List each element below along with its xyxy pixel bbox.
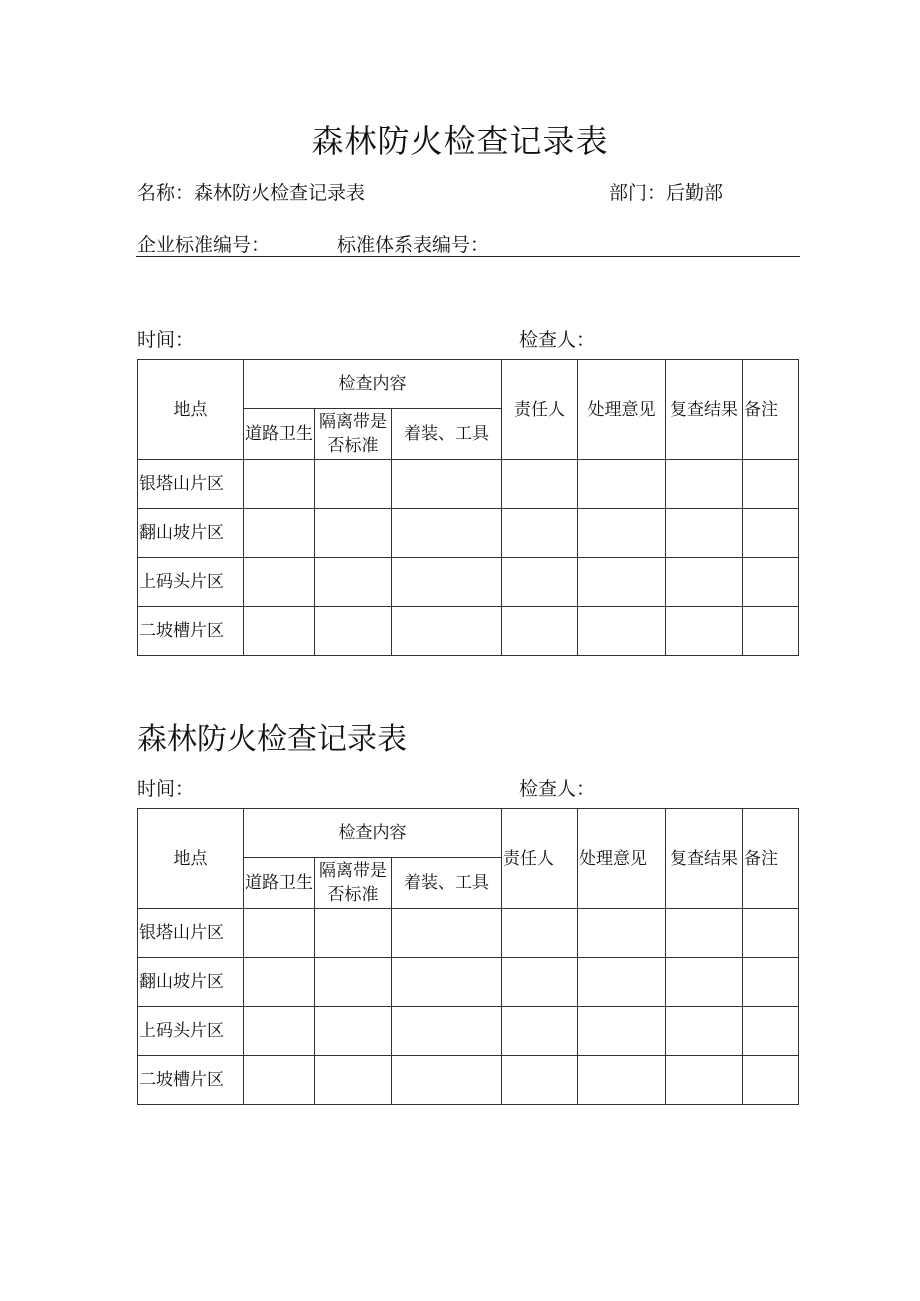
belt-cell[interactable]	[315, 460, 392, 509]
recheck-cell[interactable]	[666, 909, 743, 958]
header-belt: 隔离带是否标准	[315, 858, 392, 909]
location-cell: 上码头片区	[138, 558, 244, 607]
table-row	[138, 1056, 799, 1105]
header-recheck: 复查结果	[666, 809, 743, 909]
header-location: 地点	[138, 360, 244, 460]
header-remark: 备注	[743, 360, 799, 460]
recheck-cell[interactable]	[666, 1056, 743, 1105]
header-person: 责任人	[502, 809, 578, 909]
time-label: 时间：	[137, 778, 195, 800]
remark-cell[interactable]	[743, 509, 799, 558]
person-cell[interactable]	[502, 509, 578, 558]
belt-cell[interactable]	[315, 509, 392, 558]
person-cell[interactable]	[502, 958, 578, 1007]
header-opinion: 处理意见	[578, 360, 666, 460]
remark-cell[interactable]	[743, 909, 799, 958]
gear-cell[interactable]	[392, 607, 502, 656]
belt-cell[interactable]	[315, 1007, 392, 1056]
belt-cell[interactable]	[315, 558, 392, 607]
header-belt: 隔离带是否标准	[315, 409, 392, 460]
inspector-label: 检查人：	[519, 329, 596, 351]
recheck-cell[interactable]	[666, 958, 743, 1007]
header-location: 地点	[138, 809, 244, 909]
table-row	[138, 460, 799, 509]
recheck-cell[interactable]	[666, 460, 743, 509]
table-row	[138, 1007, 799, 1056]
inspector-label: 检查人：	[519, 778, 596, 800]
person-cell[interactable]	[502, 460, 578, 509]
opinion-cell[interactable]	[578, 460, 666, 509]
location-cell: 二坡槽片区	[138, 607, 244, 656]
road-cell[interactable]	[244, 909, 315, 958]
road-cell[interactable]	[244, 509, 315, 558]
location-cell: 上码头片区	[138, 1007, 244, 1056]
opinion-cell[interactable]	[578, 909, 666, 958]
header-content: 检查内容	[244, 809, 502, 858]
header-content: 检查内容	[244, 360, 502, 409]
table-row	[138, 509, 799, 558]
gear-cell[interactable]	[392, 558, 502, 607]
person-cell[interactable]	[502, 607, 578, 656]
form-name: 名称：森林防火检查记录表	[137, 182, 366, 204]
remark-cell[interactable]	[743, 1007, 799, 1056]
inspection-table	[137, 359, 799, 656]
recheck-cell[interactable]	[666, 607, 743, 656]
table-row	[138, 607, 799, 656]
recheck-cell[interactable]	[666, 558, 743, 607]
opinion-cell[interactable]	[578, 1007, 666, 1056]
road-cell[interactable]	[244, 1007, 315, 1056]
remark-cell[interactable]	[743, 958, 799, 1007]
gear-cell[interactable]	[392, 909, 502, 958]
header-person: 责任人	[502, 360, 578, 460]
person-cell[interactable]	[502, 1056, 578, 1105]
section-title: 森林防火检查记录表	[137, 722, 407, 757]
person-cell[interactable]	[502, 909, 578, 958]
recheck-cell[interactable]	[666, 1007, 743, 1056]
belt-cell[interactable]	[315, 909, 392, 958]
road-cell[interactable]	[244, 607, 315, 656]
opinion-cell[interactable]	[578, 958, 666, 1007]
header-gear: 着装、工具	[392, 858, 502, 909]
header-road: 道路卫生	[244, 858, 315, 909]
gear-cell[interactable]	[392, 1056, 502, 1105]
time-label: 时间：	[137, 329, 195, 351]
header-opinion: 处理意见	[578, 809, 666, 909]
remark-cell[interactable]	[743, 558, 799, 607]
remark-cell[interactable]	[743, 1056, 799, 1105]
location-cell: 翻山坡片区	[138, 958, 244, 1007]
table-row	[138, 958, 799, 1007]
opinion-cell[interactable]	[578, 509, 666, 558]
page-title: 森林防火检查记录表	[311, 122, 609, 160]
table-row	[138, 558, 799, 607]
belt-cell[interactable]	[315, 1056, 392, 1105]
header-divider	[136, 256, 800, 257]
road-cell[interactable]	[244, 1056, 315, 1105]
location-cell: 二坡槽片区	[138, 1056, 244, 1105]
belt-cell[interactable]	[315, 958, 392, 1007]
system-standard-number: 标准体系表编号：	[337, 234, 490, 256]
road-cell[interactable]	[244, 958, 315, 1007]
opinion-cell[interactable]	[578, 558, 666, 607]
gear-cell[interactable]	[392, 509, 502, 558]
gear-cell[interactable]	[392, 460, 502, 509]
enterprise-standard-number: 企业标准编号：	[137, 234, 271, 256]
table-row	[138, 909, 799, 958]
person-cell[interactable]	[502, 558, 578, 607]
gear-cell[interactable]	[392, 1007, 502, 1056]
department: 部门：后勤部	[609, 182, 724, 204]
inspection-table	[137, 808, 799, 1105]
opinion-cell[interactable]	[578, 1056, 666, 1105]
gear-cell[interactable]	[392, 958, 502, 1007]
location-cell: 银塔山片区	[138, 909, 244, 958]
road-cell[interactable]	[244, 460, 315, 509]
header-road: 道路卫生	[244, 409, 315, 460]
remark-cell[interactable]	[743, 460, 799, 509]
header-gear: 着装、工具	[392, 409, 502, 460]
belt-cell[interactable]	[315, 607, 392, 656]
location-cell: 银塔山片区	[138, 460, 244, 509]
header-remark: 备注	[743, 809, 799, 909]
remark-cell[interactable]	[743, 607, 799, 656]
opinion-cell[interactable]	[578, 607, 666, 656]
location-cell: 翻山坡片区	[138, 509, 244, 558]
road-cell[interactable]	[244, 558, 315, 607]
person-cell[interactable]	[502, 1007, 578, 1056]
header-recheck: 复查结果	[666, 360, 743, 460]
recheck-cell[interactable]	[666, 509, 743, 558]
